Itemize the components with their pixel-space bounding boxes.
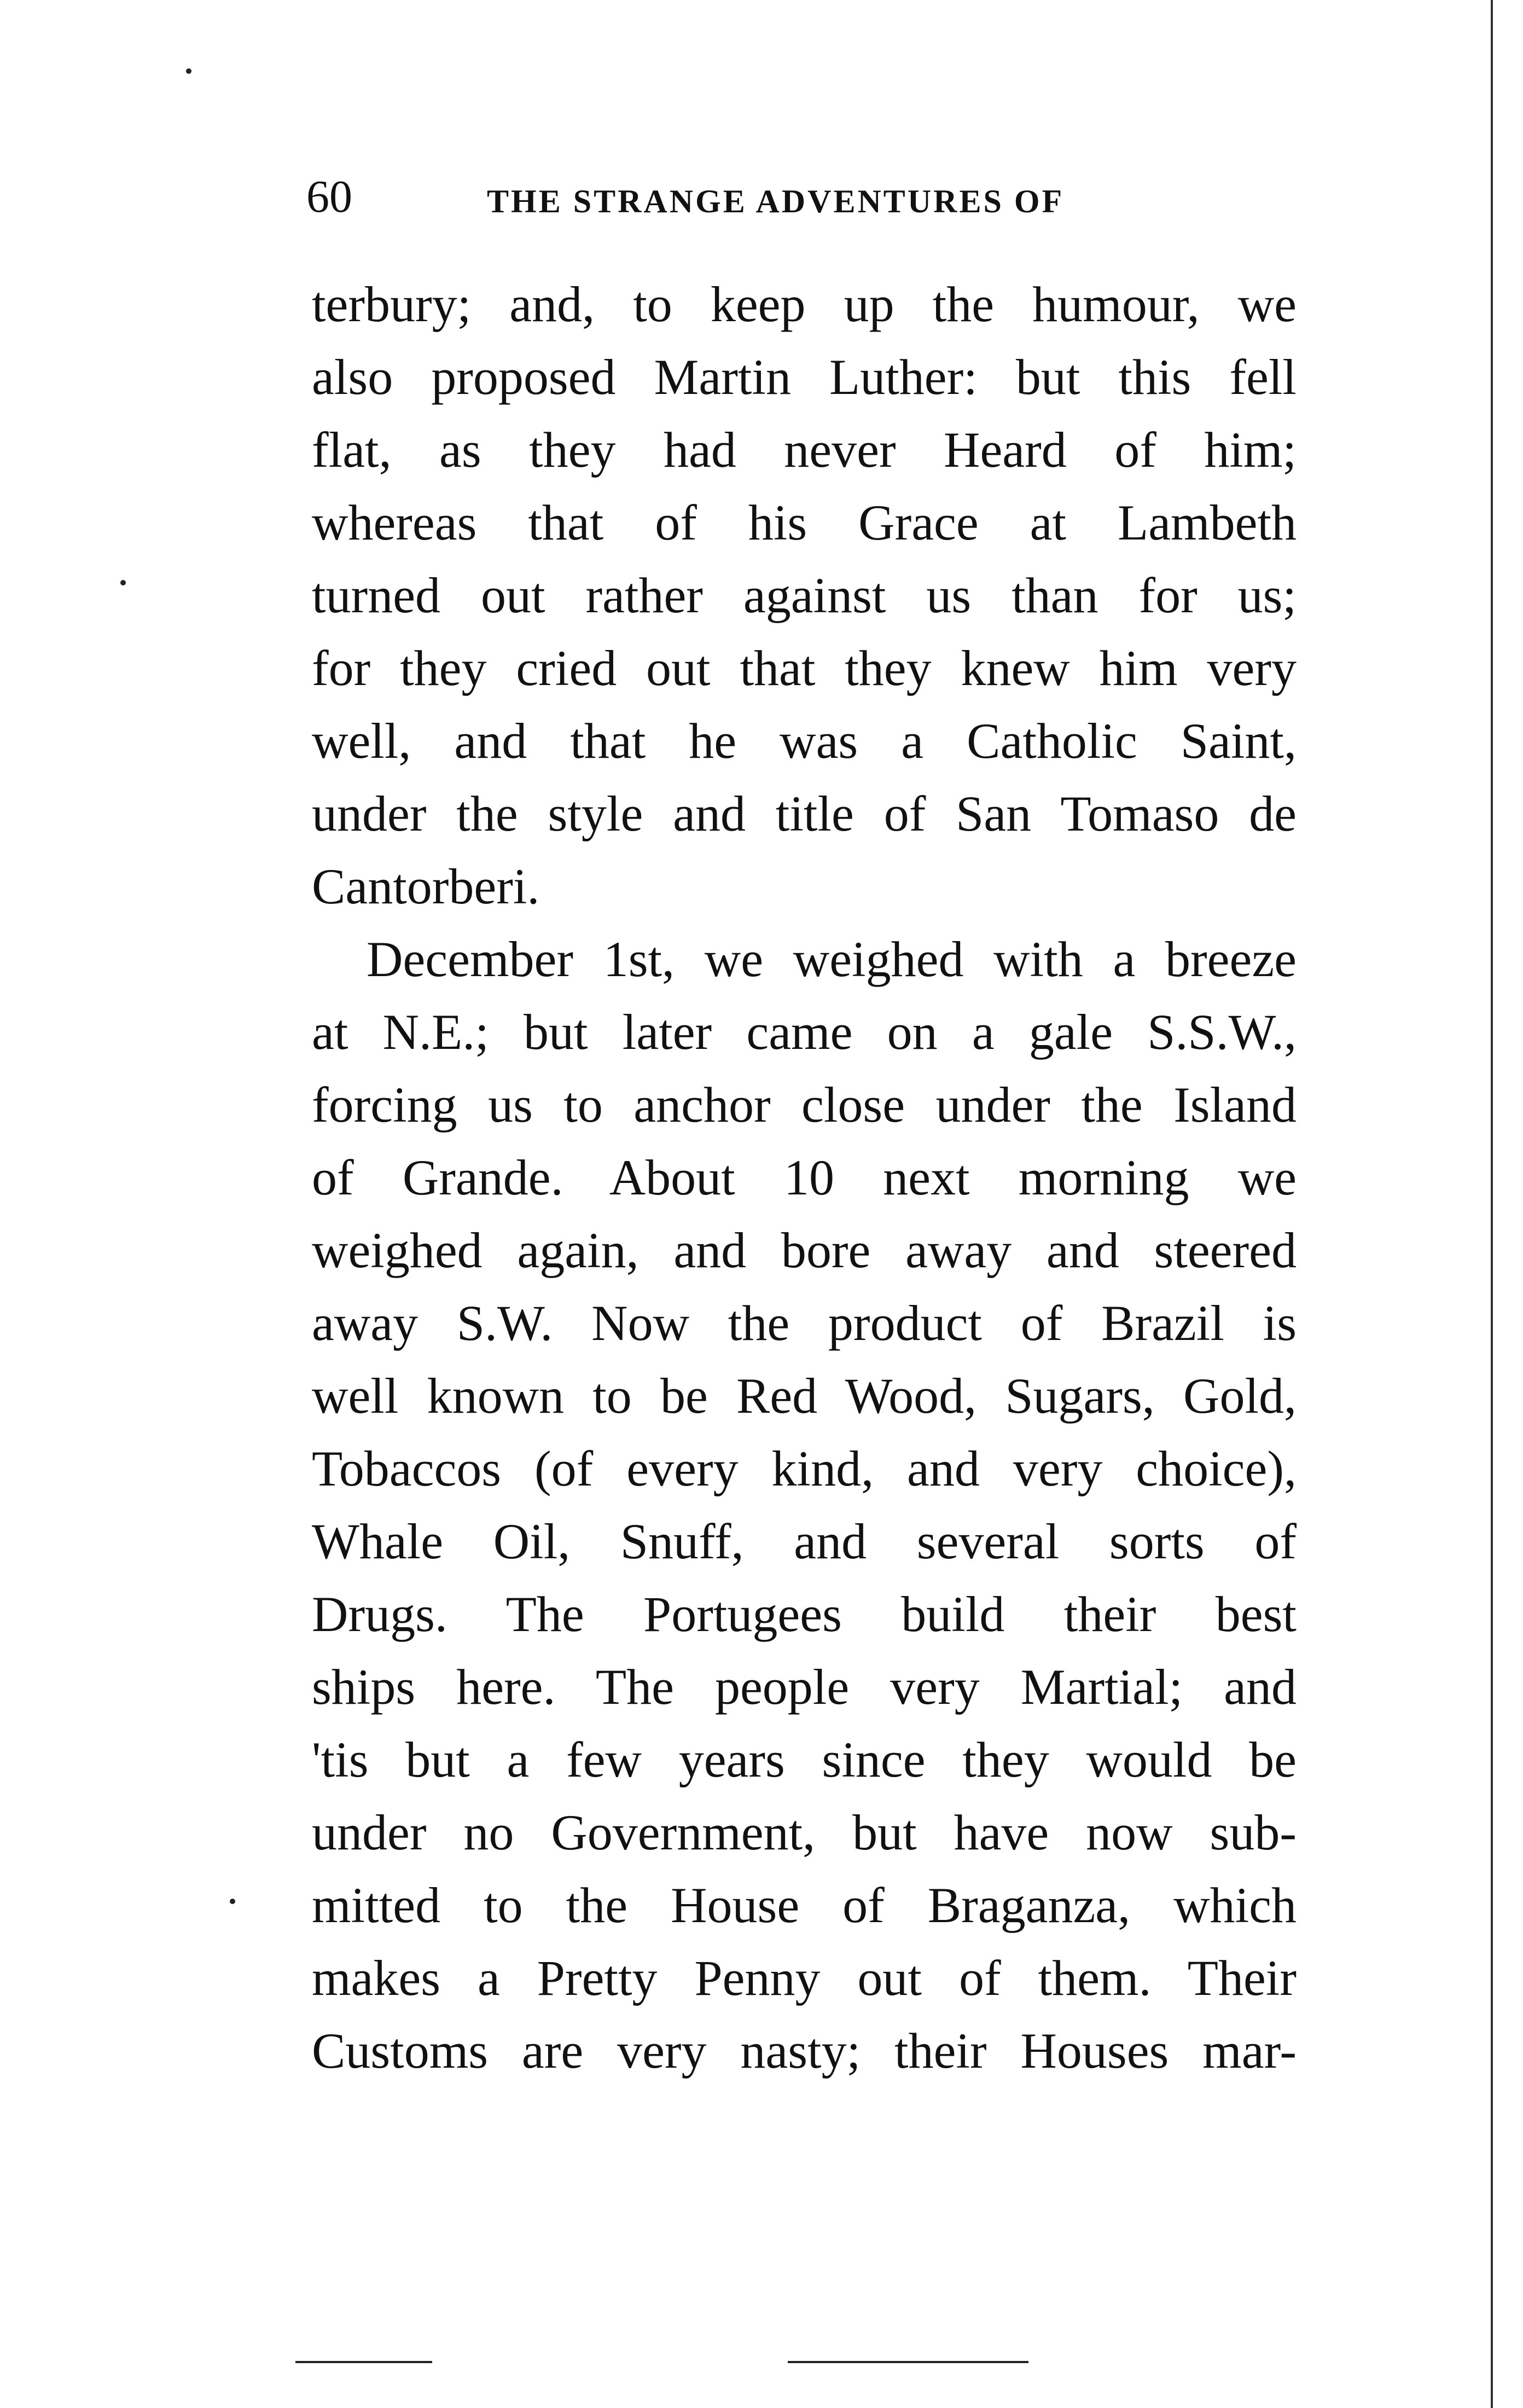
- text-line: at N.E.; but later came on a gale S.S.W.,: [312, 1004, 1297, 1060]
- text-line: also proposed Martin Luther: but this fell: [312, 349, 1297, 405]
- text-line: turned out rather against us than for us;: [312, 567, 1297, 623]
- text-line: whereas that of his Grace at Lambeth: [312, 495, 1297, 550]
- page-edge-line: [1491, 0, 1493, 2408]
- text-line: terbury; and, to keep up the humour, we: [312, 276, 1297, 332]
- text-line: Whale Oil, Snuff, and several sorts of: [312, 1513, 1297, 1569]
- page-number: 60: [306, 171, 352, 222]
- text-line: of Grande. About 10 next morning we: [312, 1150, 1297, 1205]
- text-line: Drugs. The Portugees build their best: [312, 1586, 1297, 1642]
- text-line: well known to be Red Wood, Sugars, Gold,: [312, 1368, 1297, 1424]
- text-line: flat, as they had never Heard of him;: [312, 422, 1297, 478]
- text-line: mitted to the House of Braganza, which: [312, 1877, 1297, 1933]
- text-line: makes a Pretty Penny out of them. Their: [312, 1950, 1297, 2006]
- margin-speck: [120, 580, 126, 585]
- text-line: Tobaccos (of every kind, and very choice),: [312, 1441, 1297, 1496]
- text-line: forcing us to anchor close under the Island: [312, 1077, 1297, 1133]
- body-text: [312, 268, 1297, 2087]
- text-line: under the style and title of San Tomaso de: [312, 786, 1297, 842]
- text-line: under no Government, but have now sub-: [312, 1804, 1297, 1860]
- text-line: weighed again, and bore away and steered: [312, 1222, 1297, 1278]
- text-line: 'tis but a few years since they would be: [312, 1732, 1297, 1788]
- margin-speck: [230, 1899, 235, 1904]
- text-line: December 1st, we weighed with a breeze: [367, 931, 1297, 987]
- footer-rule-left: [295, 2361, 432, 2363]
- text-line: well, and that he was a Catholic Saint,: [312, 713, 1297, 769]
- text-line: ships here. The people very Martial; and: [312, 1659, 1297, 1715]
- footer-rule-right: [788, 2361, 1028, 2363]
- text-line: for they cried out that they knew him very: [312, 640, 1297, 696]
- text-line: Cantorberi.: [312, 858, 540, 914]
- running-title: THE STRANGE ADVENTURES OF: [487, 183, 1065, 219]
- page-header: [306, 164, 1291, 230]
- text-line: Customs are very nasty; their Houses mar-: [312, 2023, 1297, 2079]
- text-line: away S.W. Now the product of Brazil is: [312, 1295, 1297, 1351]
- margin-speck: [186, 68, 191, 74]
